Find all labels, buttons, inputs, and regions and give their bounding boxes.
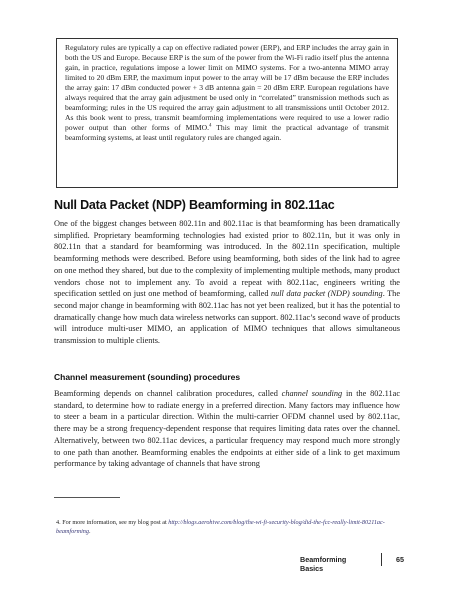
footnote-reference[interactable]: 4 — [209, 123, 212, 129]
sidebar-paragraph — [65, 43, 389, 143]
section-heading: Null Data Packet (NDP) Beamforming in 802.11ac — [54, 198, 335, 212]
chapter-title: Beamforming Basics — [300, 555, 347, 573]
footnote-number: 4. — [56, 519, 61, 526]
page-footer — [300, 555, 404, 573]
subsection-heading: Channel measurement (sounding) procedures — [54, 372, 241, 382]
paragraph-text: Beamforming depends on channel calibration procedures, called — [54, 389, 282, 398]
emphasized-term: null data packet (NDP) sounding — [270, 289, 383, 299]
sidebar-text-b: This may limit the practical advantage of transmit beamforming systems, at least until regulatory rules are changed again. — [65, 123, 389, 143]
emphasized-term: channel sounding — [281, 389, 343, 398]
paragraph-text: in the 802.11ac standard, to determine how to radiate energy in a preferred direction. Many factors may influence how to steer a beam in a particular direction. Within the multi-carrier OFDM channel used by 802.11ac, there may be a strong frequency-dependent response that requires limiting data rates over the channel. Alternatively, between two 802.11ac devices, a particular frequency may respond much more strongly to one path than another. Beamforming enables the endpoints at either side of a link to get maximum performance by taking advantage of channels that have strong — [54, 389, 400, 469]
paragraph-text: One of the biggest changes between 802.11n and 802.11ac is that beamforming has been dramatically simplified. Proprietary beamforming technologies had existed prior to 802.11n, but it was only in 802.11n that a standard for beamforming was introduced. In the 802.11n specification, multiple beamforming methods were described. Before using beamforming, both sides of the link had to agree on one method they shared, but due to the complexity of implementing multiple methods, many product vendors chose not to implement any. To avoid a repeat with 802.11ac, engineers writing the specification settled on just one method of beamforming, called — [54, 219, 400, 299]
footnote-text: For more information, see my blog post at — [60, 519, 169, 526]
footnote — [56, 518, 396, 536]
footnote-end: . — [89, 528, 91, 535]
subsection-paragraph — [54, 388, 400, 470]
page-number: 65 — [396, 555, 404, 564]
paragraph-text: . The second major change in beamforming with 802.11ac has not yet been realized, but it has the potential to dramatically change how much data wireless networks can support. 802.11ac’s second wave of products will introduce multi-user MIMO, an application of MIMO techniques that allows simultaneous transmission to multiple clients. — [54, 289, 400, 346]
footnote-divider — [54, 497, 120, 498]
sidebar-text-a: Regulatory rules are typically a cap on effective radiated power (ERP), and ERP includes the array gain in both the US and Europe. Because ERP is the sum of the power from the Wi-Fi radio itself plus the antenna gain, in practice, regulations impose a lower limit on MIMO systems. For a two-antenna MIMO array limited to 20 dBm ERP, the maximum input power to the array will be 17 dBm because the ERP includes the array gain: 17 dBm conducted power + 3 dB antenna gain = 20 dBm ERP. European regulations have always required that the array gain adjustment be used only in “correlated” transmission methods such as beamforming; rules in the US required the array gain adjustment to all transmissions until October 2012. As this book went to press, transmit beamforming implementations were required to use a lower radio power output than other forms of MIMO. — [65, 43, 389, 133]
footnote-link[interactable]: http://blogs.aerohive.com/blog/the-wi-fi-security-blog/did-the-fcc-really-limit-80211ac-beamforming — [56, 519, 385, 535]
section-paragraph — [54, 218, 400, 347]
regulatory-sidebar-box — [56, 38, 398, 188]
footer-separator — [381, 553, 382, 566]
